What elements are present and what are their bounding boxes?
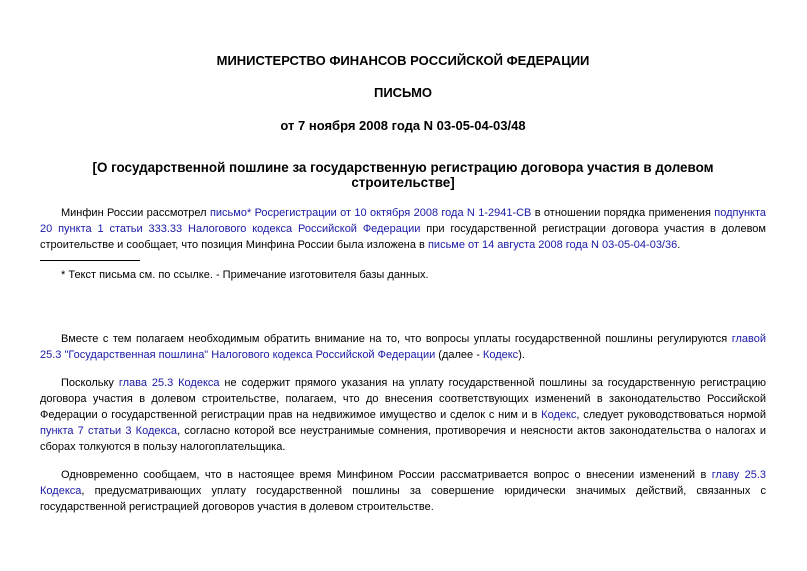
footnote: * Текст письма см. по ссылке. - Примечание изготовителя базы данных. bbox=[61, 269, 429, 281]
link-code[interactable]: Кодекс bbox=[541, 409, 577, 421]
paragraph-text: в отношении порядка применения bbox=[531, 207, 715, 219]
link-chapter-25-3[interactable]: главой 25.3 "Государственная пошлина" Налогового кодекса Российской Федерации bbox=[40, 333, 766, 361]
link-chapter-25-3-code[interactable]: главу 25.3 Кодекса bbox=[40, 469, 767, 497]
link-code[interactable]: Кодекс bbox=[482, 349, 519, 361]
paragraph-text: , согласно которой все неустранимые сомнения, противоречия и неясности актов законодательства о налогах и сборах толкуются в пользу налогоплательщика. bbox=[40, 425, 766, 453]
paragraph-text: , предусматривающих уплату государственной пошлины за совершение юридически значимых действий, связанных с государственной регистрацией договоров участия в долевом строительстве. bbox=[40, 485, 766, 513]
paragraph-text: . bbox=[677, 239, 681, 251]
paragraph-text: Минфин России рассмотрел bbox=[61, 207, 210, 219]
ministry-heading: МИНИСТЕРСТВО ФИНАНСОВ РОССИЙСКОЙ ФЕДЕРАЦИИ bbox=[216, 53, 590, 68]
paragraph-text: при государственной регистрации договора участия в долевом строительстве и сообщает, что позиция Минфина России была изложена в bbox=[40, 223, 766, 251]
paragraph-text: Поскольку bbox=[61, 377, 119, 389]
paragraph-text: ). bbox=[518, 349, 525, 361]
paragraph-2 bbox=[40, 331, 766, 363]
paragraph-text: , следует руководствоваться нормой bbox=[576, 409, 767, 421]
link-article-3-point-7[interactable]: пункта 7 статьи 3 Кодекса bbox=[40, 425, 178, 437]
document-date-number: от 7 ноября 2008 года N 03-05-04-03/48 bbox=[280, 118, 526, 133]
link-chapter-25-3-code[interactable]: глава 25.3 Кодекса bbox=[118, 377, 220, 389]
paragraph-text: Одновременно сообщаем, что в настоящее время Минфином России рассматривается вопрос о внесении изменений в bbox=[61, 469, 712, 481]
paragraph-text: Вместе с тем полагаем необходимым обратить внимание на то, что вопросы уплаты государственной пошлины регулируются bbox=[61, 333, 732, 345]
footnote-divider bbox=[40, 260, 140, 261]
link-tax-code-article[interactable]: подпункта 20 пункта 1 статьи 333.33 Налогового кодекса Российской Федерации bbox=[40, 207, 766, 235]
paragraph-4 bbox=[40, 467, 766, 515]
document-subject: [О государственной пошлине за государственную регистрацию договора участия в долевом строительстве] bbox=[92, 160, 714, 190]
document-type: ПИСЬМО bbox=[373, 85, 433, 100]
paragraph-3 bbox=[40, 375, 766, 455]
link-rosreg-letter[interactable]: письмо* Росрегистрации от 10 октября 2008 года N 1-2941-СВ bbox=[209, 207, 532, 219]
paragraph-text: не содержит прямого указания на уплату государственной пошлины за государственную регистрацию договора участия в долевом строительстве, полагаем, что до внесения соответствующих изменений в законодательство Российской Федерации о государственной регистрации прав на недвижимое имущество и сделок с ним и в bbox=[40, 377, 766, 421]
paragraph-1 bbox=[40, 205, 766, 253]
paragraph-text: (далее - bbox=[435, 349, 483, 361]
link-minfin-letter[interactable]: письме от 14 августа 2008 года N 03-05-04-03/36 bbox=[427, 239, 678, 251]
